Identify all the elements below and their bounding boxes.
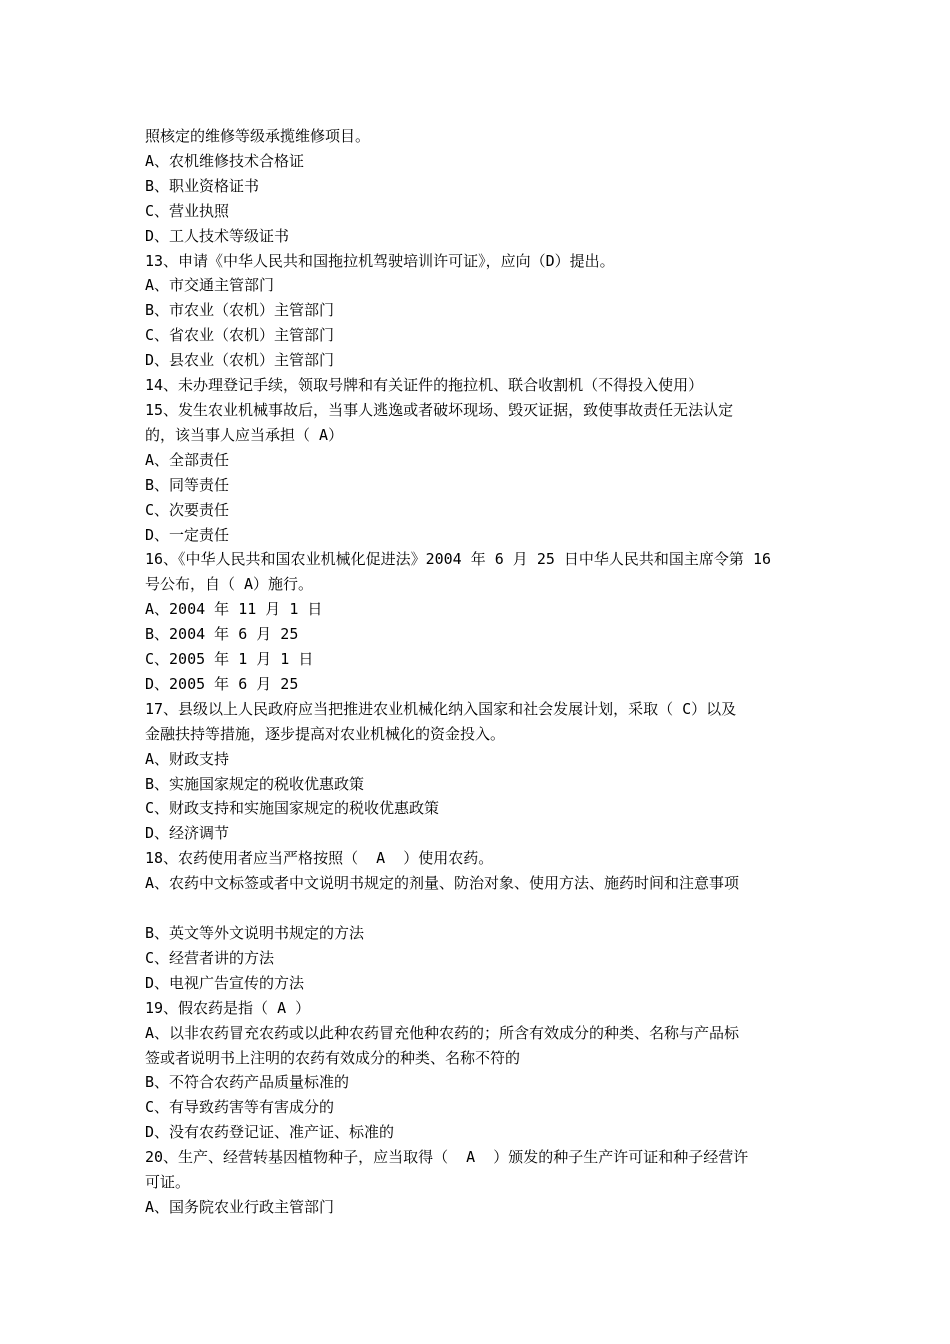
- text-line: C、营业执照: [145, 201, 230, 220]
- text-line: 签或者说明书上注明的农药有效成分的种类、名称不符的: [145, 1048, 521, 1067]
- text-line: D、经济调节: [145, 824, 230, 843]
- text-line: 14、未办理登记手续，领取号牌和有关证件的拖拉机、联合收割机（不得投入使用）: [145, 376, 704, 395]
- text-line: 19、假农药是指（ A ）: [145, 998, 311, 1017]
- text-line: 照核定的维修等级承揽维修项目。: [145, 127, 371, 145]
- text-line: B、2004 年 6 月 25: [145, 625, 299, 644]
- text-line: C、次要责任: [145, 500, 230, 519]
- text-line: C、经营者讲的方法: [145, 948, 275, 967]
- text-line: C、省农业（农机）主管部门: [145, 326, 335, 345]
- text-line: 18、农药使用者应当严格按照（ A ）使用农药。: [145, 849, 494, 868]
- document-page: [145, 124, 813, 1220]
- text-line: B、职业资格证书: [145, 176, 260, 195]
- text-line: C、财政支持和实施国家规定的税收优惠政策: [145, 799, 440, 818]
- text-line: 16、《中华人民共和国农业机械化促进法》2004 年 6 月 25 日中华人民共和国主席令第 16: [145, 550, 772, 569]
- text-line: C、2005 年 1 月 1 日: [145, 650, 314, 669]
- text-line: [145, 896, 813, 921]
- text-line: A、国务院农业行政主管部门: [145, 1197, 335, 1216]
- text-line: D、工人技术等级证书: [145, 226, 290, 245]
- text-line: A、2004 年 11 月 1 日: [145, 600, 323, 619]
- text-line: D、电视广告宣传的方法: [145, 973, 305, 992]
- text-line: A、农药中文标签或者中文说明书规定的剂量、防治对象、使用方法、施药时间和注意事项: [145, 874, 740, 893]
- text-line: 17、县级以上人民政府应当把推进农业机械化纳入国家和社会发展计划，采取（ C）以及: [145, 699, 737, 718]
- text-line: 号公布，自（ A）施行。: [145, 575, 314, 594]
- text-line: B、市农业（农机）主管部门: [145, 301, 335, 320]
- text-line: 的，该当事人应当承担（ A）: [145, 425, 344, 444]
- text-line: 20、生产、经营转基因植物种子，应当取得（ A ）颁发的种子生产许可证和种子经营许: [145, 1148, 749, 1167]
- text-line: B、同等责任: [145, 475, 230, 494]
- text-line: D、2005 年 6 月 25: [145, 674, 299, 693]
- text-line: A、市交通主管部门: [145, 276, 275, 295]
- text-line: 可证。: [145, 1173, 191, 1192]
- text-line: D、县农业（农机）主管部门: [145, 351, 335, 370]
- text-line: D、一定责任: [145, 525, 230, 544]
- text-line: B、不符合农药产品质量标准的: [145, 1073, 350, 1092]
- text-line: A、财政支持: [145, 749, 230, 768]
- text-line: A、以非农药冒充农药或以此种农药冒充他种农药的；所含有效成分的种类、名称与产品标: [145, 1023, 740, 1042]
- text-line: 13、申请《中华人民共和国拖拉机驾驶培训许可证》，应向（D）提出。: [145, 251, 615, 270]
- text-line: D、没有农药登记证、准产证、标准的: [145, 1123, 395, 1142]
- text-line: B、实施国家规定的税收优惠政策: [145, 774, 365, 793]
- text-line: 金融扶持等措施，逐步提高对农业机械化的资金投入。: [145, 724, 506, 743]
- text-line: A、全部责任: [145, 450, 230, 469]
- text-line: A、农机维修技术合格证: [145, 151, 305, 170]
- text-line: 15、发生农业机械事故后，当事人逃逸或者破坏现场、毁灭证据，致使事故责任无法认定: [145, 400, 734, 419]
- text-line: C、有导致药害等有害成分的: [145, 1098, 335, 1117]
- text-line: B、英文等外文说明书规定的方法: [145, 923, 365, 942]
